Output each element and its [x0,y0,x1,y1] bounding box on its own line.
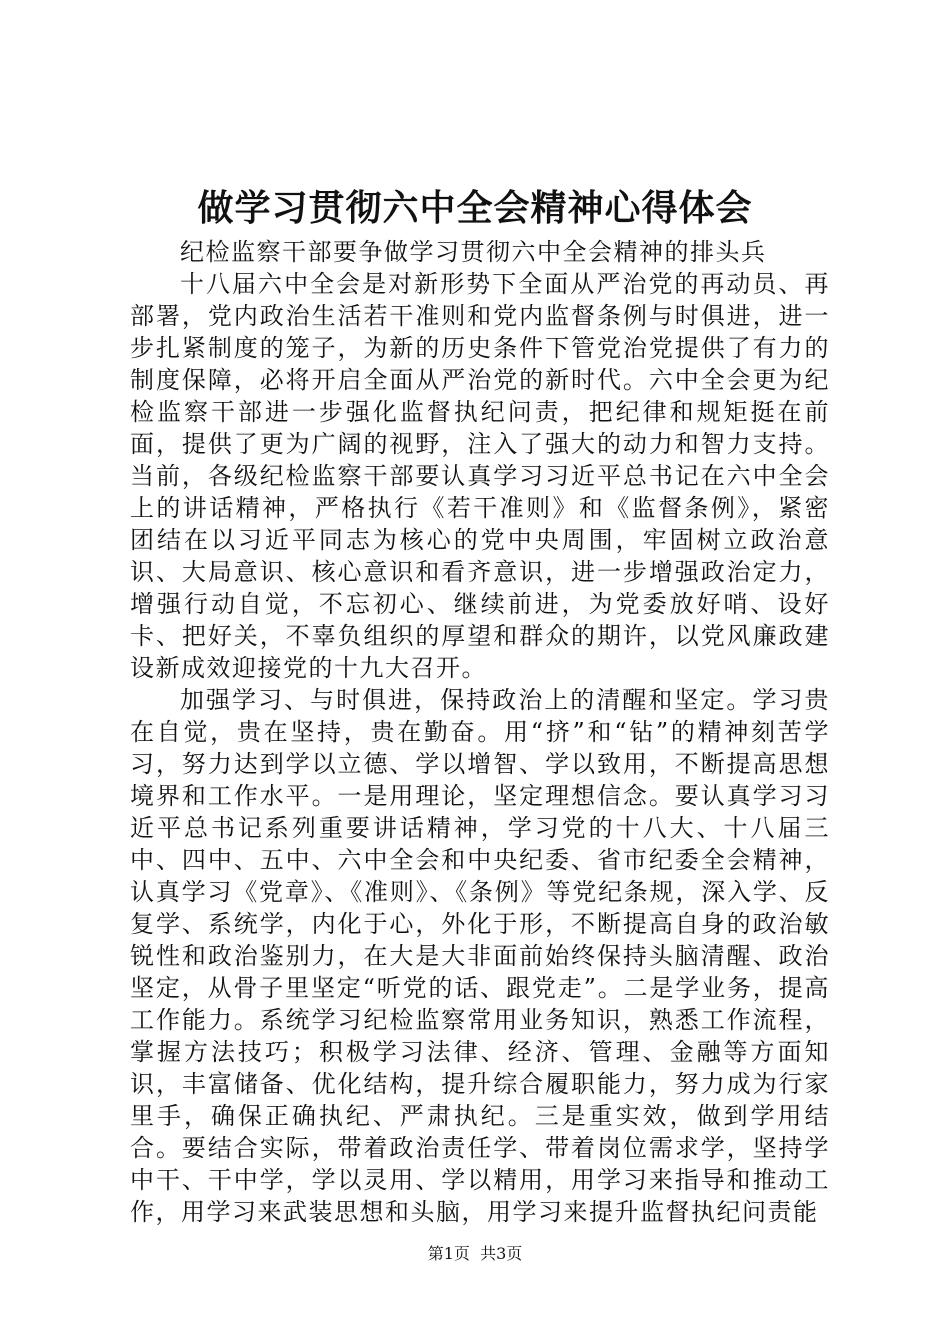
body-paragraph: 加强学习、与时俱进，保持政治上的清醒和坚定。学习贵在自觉，贵在坚持，贵在勤奋。用“挤”和“钻”的精神刻苦学习，努力达到学以立德、学以增智、学以致用，不断提高思想境界和工作水平。一是用理论，坚定理想信念。要认真学习习近平总书记系列重要讲话精神，学习党的十八大、十八届三中、四中、五中、六中全会和中央纪委、省市纪委全会精神，认真学习《党章》、《准则》、《条例》等党纪条规，深入学、反复学、系统学，内化于心，外化于形，不断提高自身的政治敏锐性和政治鉴别力，在大是大非面前始终保持头脑清醒、政治坚定，从骨子里坚定“听党的话、跟党走”。二是学业务，提高工作能力。系统学习纪检监察常用业务知识，熟悉工作流程，掌握方法技巧；积极学习法律、经济、管理、金融等方面知识，丰富储备、优化结构，提升综合履职能力，努力成为行家里手，确保正确执纪、严肃执纪。三是重实效，做到学用结合。要结合实际，带着政治责任学、带着岗位需求学，坚持学中干、干中学，学以灵用、学以精用，用学习来指导和推动工作，用学习来武装思想和头脑，用学习来提升监督执纪问责能 [130,686,830,1226]
document-body [130,268,830,1228]
page-footer [0,1243,950,1265]
document-subtitle: 纪检监察干部要争做学习贯彻六中全会精神的排头兵 [180,238,767,266]
page-number-label: 第1页 共3页 [427,1244,523,1263]
body-paragraph: 十八届六中全会是对新形势下全面从严治党的再动员、再部署，党内政治生活若干准则和党内监督条例与时俱进，进一步扎紧制度的笼子，为新的历史条件下管党治党提供了有力的制度保障，必将开启全面从严治党的新时代。六中全会更为纪检监察干部进一步强化监督执纪问责，把纪律和规矩挺在前面，提供了更为广阔的视野，注入了强大的动力和智力支持。当前，各级纪检监察干部要认真学习习近平总书记在六中全会上的讲话精神，严格执行《若干准则》和《监督条例》，紧密团结在以习近平同志为核心的党中央周围，牢固树立政治意识、大局意识、核心意识和看齐意识，进一步增强政治定力，增强行动自觉，不忘初心、继续前进，为党委放好哨、设好卡、把好关，不辜负组织的厚望和群众的期许，以党风廉政建设新成效迎接党的十九大召开。 [130,270,830,682]
document-title: 做学习贯彻六中全会精神心得体会 [197,188,753,229]
